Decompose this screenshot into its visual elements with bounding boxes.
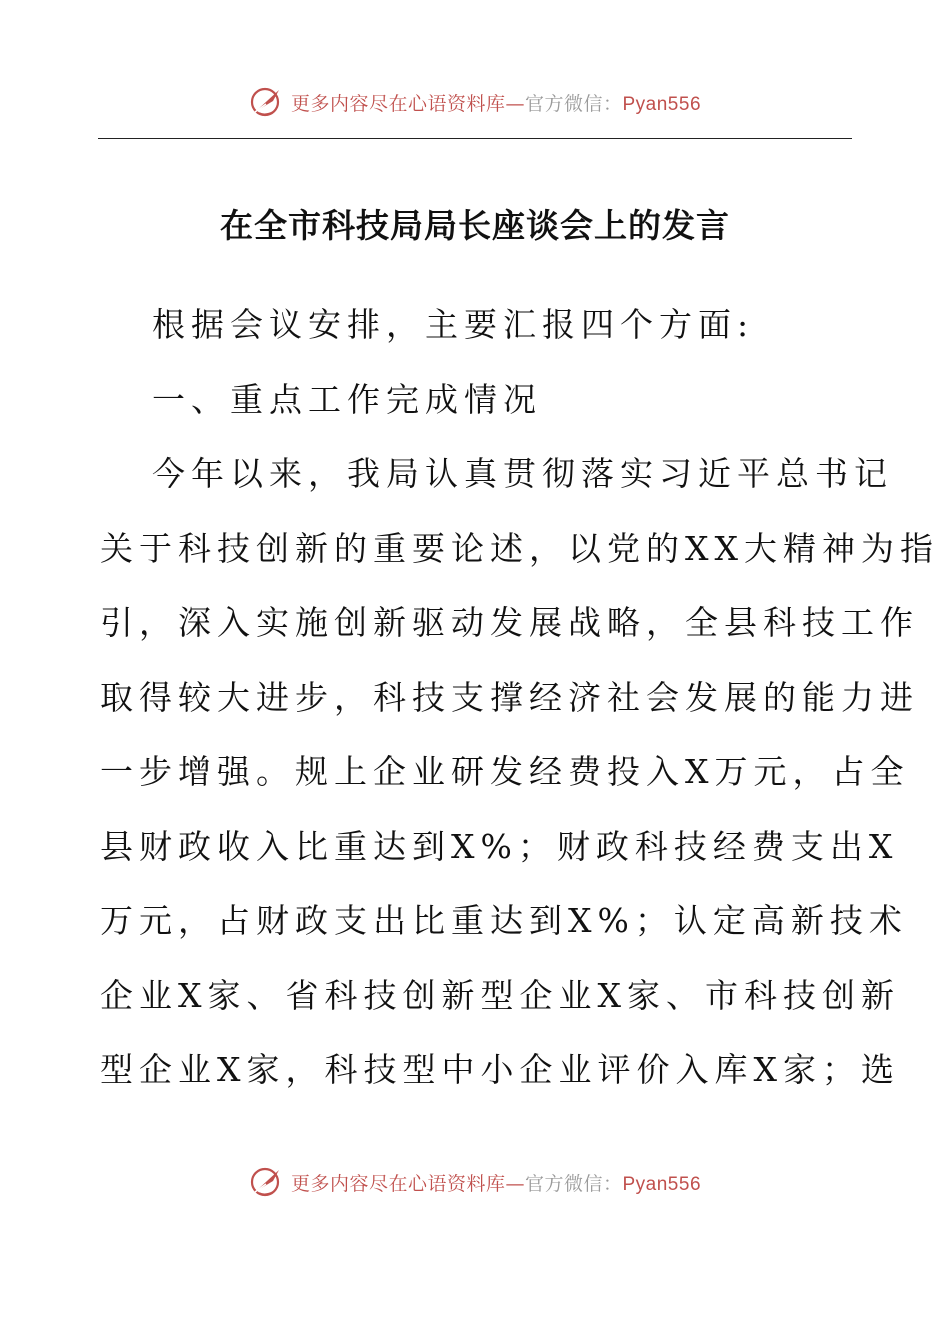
body-line: 一步增强。规上企业研发经费投入X万元，占全 (100, 752, 910, 791)
footer-banner-text: 更多内容尽在心语资料库—官方微信：Pyan556 (290, 1172, 702, 1195)
quill-pen-logo-icon (249, 1165, 283, 1199)
body-line: 关于科技创新的重要论述，以党的XX大精神为指 (100, 528, 939, 568)
body-line: 企业X家、省科技创新型企业X家、市科技创新 (100, 975, 900, 1015)
body-line: 引，深入实施创新驱动发展战略，全县科技工作 (100, 603, 919, 642)
footer-banner (0, 1160, 950, 1204)
header-divider (98, 138, 852, 139)
body-line: 万元，占财政支出比重达到X%；认定高新技术 (100, 901, 908, 940)
body-line: 今年以来，我局认真贯彻落实习近平总书记 (152, 454, 893, 493)
document-body (100, 288, 939, 1108)
body-line: 县财政收入比重达到X%；财政科技经费支出X (100, 826, 899, 866)
header-banner (0, 80, 950, 124)
body-line: 型企业X家，科技型中小企业评价入库X家；选 (100, 1050, 900, 1089)
body-line: 取得较大进步，科技支撑经济社会发展的能力进 (100, 677, 919, 717)
quill-pen-logo-icon (249, 85, 283, 119)
section-heading: 一、重点工作完成情况 (152, 379, 542, 419)
body-line: 根据会议安排，主要汇报四个方面: (152, 305, 755, 344)
document-title: 在全市科技局局长座谈会上的发言 (220, 206, 730, 245)
header-banner-text: 更多内容尽在心语资料库—官方微信：Pyan556 (290, 92, 702, 115)
